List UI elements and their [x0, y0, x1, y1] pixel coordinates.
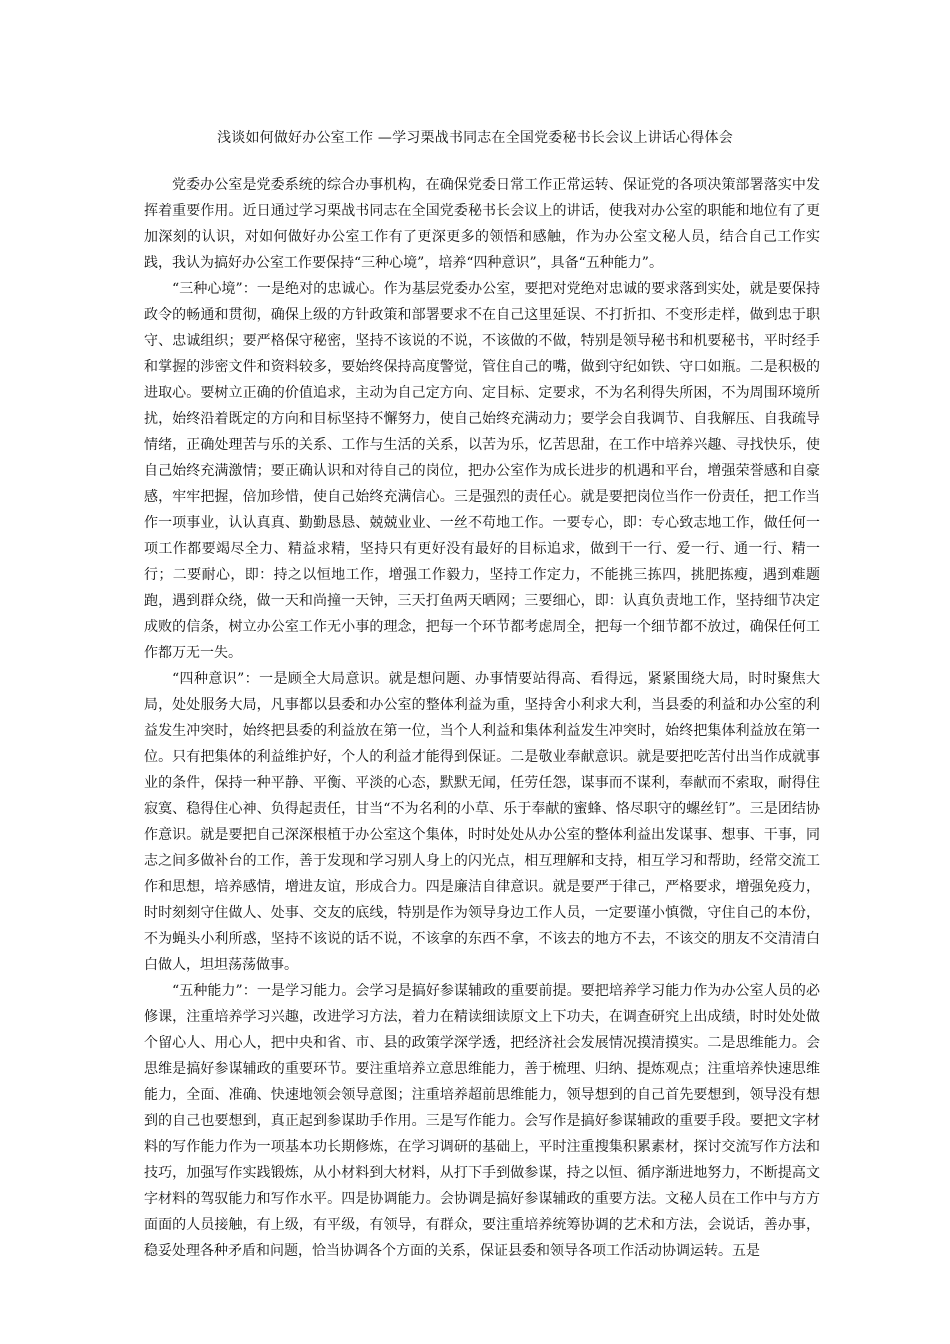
- document-body: [144, 172, 820, 1264]
- paragraph-three-mindsets: “三种心境”：一是绝对的忠诚心。作为基层党委办公室，要把对党绝对忠诚的要求落到实处，就是要保持政令的畅通和贯彻，确保上级的方针政策和部署要求不在自己这里延误、不打折扣、不变形走样，做到忠于职守、忠诚组织；要严格保守秘密，坚持不该说的不说，不该做的不做，特别是领导秘书和机要秘书，平时经手和掌握的涉密文件和资料较多，要始终保持高度警觉，管住自己的嘴，做到守纪如铁、守口如瓶。二是积极的进取心。要树立正确的价值追求，主动为自己定方向、定目标、定要求，不为名利得失所困，不为周围环境所扰，始终沿着既定的方向和目标坚持不懈努力，使自己始终充满动力；要学会自我调节、自我解压、自我疏导情绪，正确处理苦与乐的关系、工作与生活的关系，以苦为乐，忆苦思甜，在工作中培养兴趣、寻找快乐，使自己始终充满激情；要正确认识和对待自己的岗位，把办公室作为成长进步的机遇和平台，增强荣誉感和自豪感，牢牢把握，倍加珍惜，使自己始终充满信心。三是强烈的责任心。就是要把岗位当作一份责任，把工作当作一项事业，认认真真、勤勤恳恳、兢兢业业、一丝不苟地工作。一要专心，即：专心致志地工作，做任何一项工作都要竭尽全力、精益求精，坚持只有更好没有最好的目标追求，做到干一行、爱一行、通一行、精一行；二要耐心，即：持之以恒地工作，增强工作毅力，坚持工作定力，不能挑三拣四，挑肥拣瘦，遇到难题跑，遇到群众绕，做一天和尚撞一天钟，三天打鱼两天晒网；三要细心，即：认真负责地工作，坚持细节决定成败的信条，树立办公室工作无小事的理念，把每一个环节都考虑周全，把每一个细节都不放过，确保任何工作都万无一失。: [144, 281, 820, 661]
- paragraph-intro: 党委办公室是党委系统的综合办事机构，在确保党委日常工作正常运转、保证党的各项决策部署落实中发挥着重要作用。近日通过学习栗战书同志在全国党委秘书长会议上的讲话，使我对办公室的职能和地位有了更加深刻的认识，对如何做好办公室工作有了更深更多的领悟和感触，作为办公室文秘人员，结合自己工作实践，我认为搞好办公室工作要保持“三种心境”，培养“四种意识”，具备“五种能力”。: [144, 177, 820, 271]
- document-title: 浅谈如何做好办公室工作 —学习栗战书同志在全国党委秘书长会议上讲话心得体会: [217, 130, 733, 146]
- paragraph-four-awareness: “四种意识”：一是顾全大局意识。就是想问题、办事情要站得高、看得远，紧紧围绕大局，时时聚焦大局，处处服务大局，凡事都以县委和办公室的整体利益为重，坚持舍小利求大利，当县委的利益和办公室的利益发生冲突时，始终把县委的利益放在第一位，当个人利益和集体利益发生冲突时，始终把集体利益放在第一位。只有把集体的利益维护好，个人的利益才能得到保证。二是敬业奉献意识。就是要把吃苦付出当作成就事业的条件，保持一种平静、平衡、平淡的心态，默默无闻，任劳任怨，谋事而不谋利，奉献而不索取，耐得住寂寞、稳得住心神、负得起责任，甘当“不为名利的小草、乐于奉献的蜜蜂、恪尽职守的螺丝钉”。三是团结协作意识。就是要把自己深深根植于办公室这个集体，时时处处从办公室的整体利益出发谋事、想事、干事，同志之间多做补台的工作，善于发现和学习别人身上的闪光点，相互理解和支持，相互学习和帮助，经常交流工作和思想，培养感情，增进友谊，形成合力。四是廉洁自律意识。就是要严于律己，严格要求，增强免疫力，时时刻刻守住做人、处事、交友的底线，特别是作为领导身边工作人员，一定要谨小慎微，守住自己的本份，不为蝇头小利所惑，坚持不该说的话不说，不该拿的东西不拿，不该去的地方不去，不该交的朋友不交清清白白做人，坦坦荡荡做事。: [144, 671, 820, 973]
- paragraph-five-abilities: “五种能力”：一是学习能力。会学习是搞好参谋辅政的重要前提。要把培养学习能力作为办公室人员的必修课，注重培养学习兴趣，改进学习方法，着力在精读细读原文上下功夫，在调查研究上出成绩，时时处处做个留心人、用心人，把中央和省、市、县的政策学深学透，把经济社会发展情况摸清摸实。二是思维能力。会思维是搞好参谋辅政的重要环节。要注重培养立意思维能力，善于梳理、归纳、提炼观点；注重培养快速思维能力，全面、准确、快速地领会领导意图；注重培养超前思维能力，领导想到的自己首先要想到，领导没有想到的自己也要想到，真正起到参谋助手作用。三是写作能力。会写作是搞好参谋辅政的重要手段。要把文字材料的写作能力作为一项基本功长期修炼，在学习调研的基础上，平时注重搜集积累素材，探讨交流写作方法和技巧，加强写作实践锻炼，从小材料到大材料，从打下手到做参谋，持之以恒、循序渐进地努力，不断提高文字材料的驾驭能力和写作水平。四是协调能力。会协调是搞好参谋辅政的重要方法。文秘人员在工作中与方方面面的人员接触，有上级，有平级，有领导，有群众，要注重培养统筹协调的艺术和方法，会说话，善办事，稳妥处理各种矛盾和问题，恰当协调各个方面的关系，保证县委和领导各项工作活动协调运转。五是: [144, 983, 820, 1259]
